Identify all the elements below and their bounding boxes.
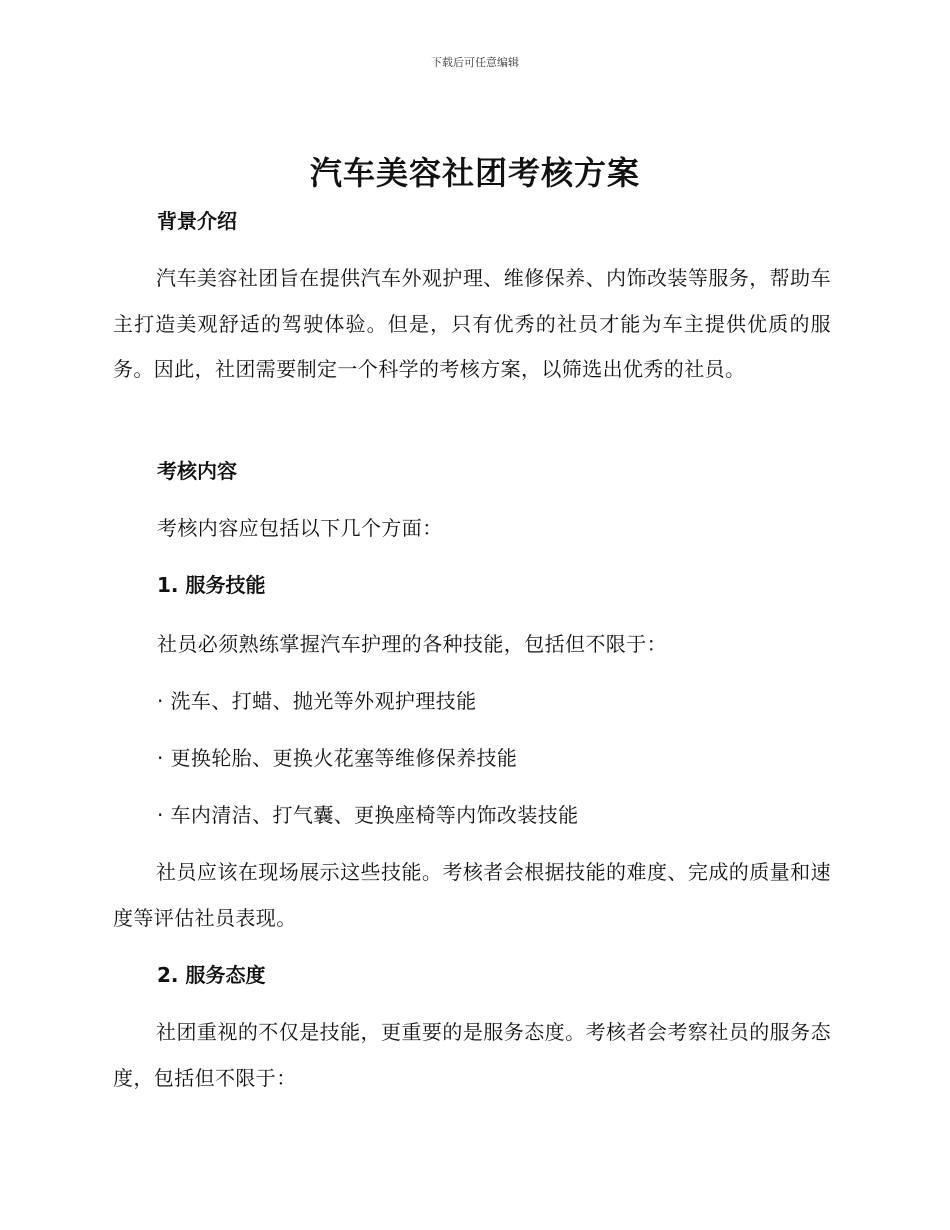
skills-intro: 社员必须熟练掌握汽车护理的各种技能，包括但不限于： bbox=[157, 632, 667, 656]
list-item: · 更换轮胎、更换火花塞等维修保养技能 bbox=[157, 746, 518, 770]
background-paragraph: 汽车美容社团旨在提供汽车外观护理、维修保养、内饰改装等服务，帮助车主打造美观舒适的驾驶体验。但是，只有优秀的社员才能为车主提供优质的服务。因此，社团需要制定一个科学的考核方案，以筛选出优秀的社员。 bbox=[113, 266, 831, 381]
skills-paragraph: 社员应该在现场展示这些技能。考核者会根据技能的难度、完成的质量和速度等评估社员表现。 bbox=[113, 860, 831, 930]
header-note: 下载后可任意编辑 bbox=[431, 56, 519, 69]
list-item: · 洗车、打蜡、抛光等外观护理技能 bbox=[157, 689, 477, 713]
content-intro: 考核内容应包括以下几个方面： bbox=[157, 516, 443, 540]
section-heading-background: 背景介绍 bbox=[157, 209, 237, 233]
section-heading-skills: 1. 服务技能 bbox=[157, 573, 266, 597]
attitude-paragraph: 社团重视的不仅是技能，更重要的是服务态度。考核者会考察社员的服务态度，包括但不限于： bbox=[113, 1020, 831, 1090]
list-item: · 车内清洁、打气囊、更换座椅等内饰改装技能 bbox=[157, 803, 579, 827]
section-heading-attitude: 2. 服务态度 bbox=[157, 963, 266, 987]
document-title: 汽车美容社团考核方案 bbox=[309, 154, 640, 192]
section-heading-content: 考核内容 bbox=[157, 459, 237, 483]
